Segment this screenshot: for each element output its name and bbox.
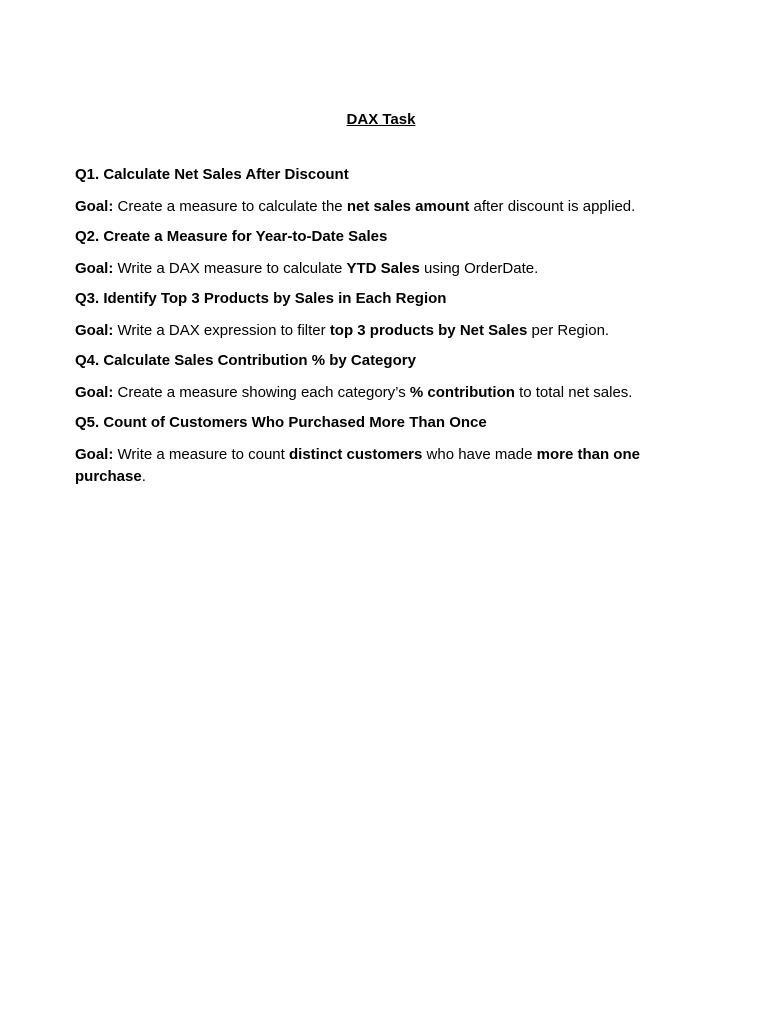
goal-segment: who have made: [422, 446, 537, 463]
goal-label: Goal:: [75, 446, 114, 463]
goal-segment: Create a measure to calculate the: [113, 198, 347, 215]
goal-segment: Write a DAX measure to calculate: [113, 260, 347, 277]
goal-label: Goal:: [75, 384, 114, 401]
goal-text: [75, 258, 690, 280]
task-item-q2: [75, 227, 690, 280]
goal-label: Goal:: [75, 198, 114, 215]
goal-segment: .: [141, 468, 146, 485]
task-item-q4: [75, 351, 690, 404]
goal-segment: after discount is applied.: [469, 198, 636, 215]
goal-segment: using OrderDate.: [419, 260, 539, 277]
goal-text: [75, 196, 690, 218]
goal-label: Goal:: [75, 322, 114, 339]
goal-emphasis: top 3 products by Net Sales: [329, 322, 528, 339]
goal-segment: to total net sales.: [514, 384, 633, 401]
goal-segment: per Region.: [527, 322, 610, 339]
goal-emphasis: % contribution: [409, 384, 515, 401]
goal-text: [75, 382, 690, 404]
question-heading: Q5. Count of Customers Who Purchased More Than Once: [75, 414, 487, 431]
goal-emphasis: YTD Sales: [346, 260, 420, 277]
task-list: [75, 165, 690, 497]
question-heading: Q2. Create a Measure for Year-to-Date Sales: [75, 228, 388, 245]
goal-segment: Write a measure to count: [113, 446, 289, 463]
goal-segment: Write a DAX expression to filter: [113, 322, 330, 339]
task-item-q3: [75, 289, 690, 342]
question-heading: Q1. Calculate Net Sales After Discount: [75, 166, 349, 183]
goal-text: [75, 320, 690, 342]
task-item-q1: [75, 165, 690, 218]
goal-emphasis: more than one purchase: [75, 446, 640, 485]
document-title: DAX Task: [346, 111, 416, 128]
goal-emphasis: net sales amount: [346, 198, 470, 215]
goal-label: Goal:: [75, 260, 114, 277]
goal-segment: Create a measure showing each category’s: [113, 384, 410, 401]
task-item-q5: [75, 413, 690, 488]
goal-text: [75, 444, 690, 488]
question-heading: Q4. Calculate Sales Contribution % by Category: [75, 352, 416, 369]
goal-emphasis: distinct customers: [288, 446, 423, 463]
question-heading: Q3. Identify Top 3 Products by Sales in Each Region: [75, 290, 447, 307]
